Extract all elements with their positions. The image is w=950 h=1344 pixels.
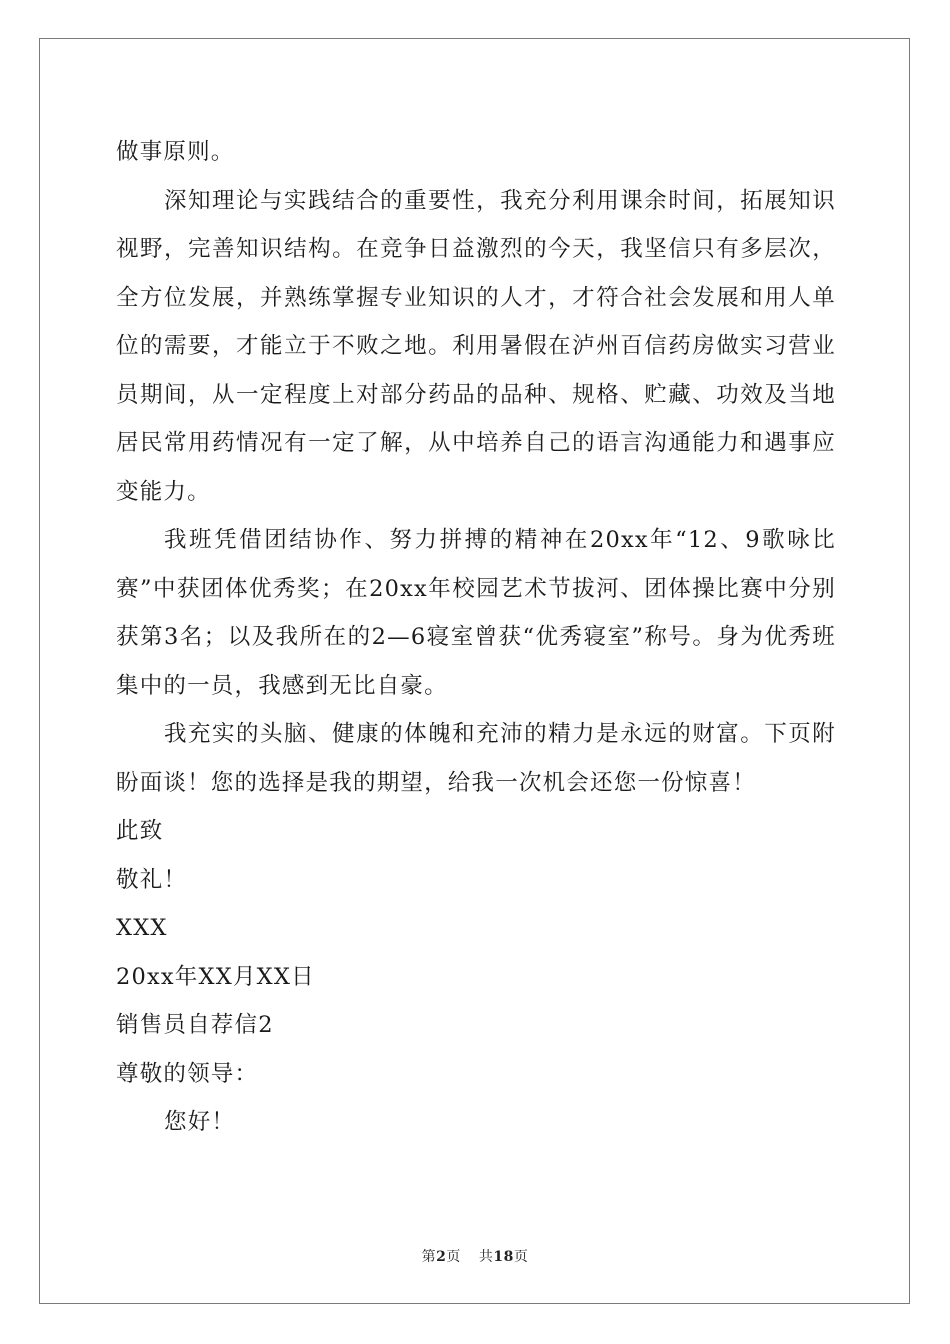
- page-suffix: 页: [446, 1249, 461, 1265]
- document-body: [116, 128, 836, 1147]
- total-suffix: 页: [513, 1249, 529, 1265]
- paragraph: 我充实的头脑、健康的体魄和充沛的精力是永远的财富。下页附盼面谈！您的选择是我的期望，给我一次机会还您一份惊喜！: [116, 721, 836, 796]
- paragraph: 做事原则。: [116, 139, 235, 165]
- closing-salute: 敬礼！: [116, 866, 188, 893]
- section-title: 销售员自荐信2: [116, 1012, 274, 1038]
- total-pages: 18: [493, 1249, 514, 1265]
- page-footer: [0, 1248, 950, 1266]
- signature-date: 20xx年XX月XX日: [116, 963, 315, 990]
- page-prefix: 第: [421, 1249, 437, 1265]
- closing-line: 此致: [116, 818, 164, 844]
- paragraph: 深知理论与实践结合的重要性，我充分利用课余时间，拓展知识视野，完善知识结构。在竞争日益激烈的今天，我坚信只有多层次，全方位发展，并熟练掌握专业知识的人才，才符合社会发展和用人单位的需要，才能立于不败之地。利用暑假在泸州百信药房做实习营业员期间，从一定程度上对部分药品的品种、规格、贮藏、功效及当地居民常用药情况有一定了解，从中培养自己的语言沟通能力和遇事应变能力。: [116, 187, 836, 505]
- page-number: 2: [436, 1249, 447, 1265]
- signature-name: XXX: [116, 915, 168, 941]
- salutation: 尊敬的领导：: [116, 1060, 259, 1087]
- paragraph: 我班凭借团结协作、努力拼搏的精神在20xx年“12、9歌咏比赛”中获团体优秀奖；在20xx年校园艺术节拔河、团体操比赛中分别获第3名；以及我所在的2—6寝室曾获“优秀寝室”称号。身为优秀班集中的一员，我感到无比自豪。: [116, 527, 836, 699]
- greeting: 您好！: [164, 1109, 236, 1135]
- total-prefix: 共: [478, 1249, 494, 1265]
